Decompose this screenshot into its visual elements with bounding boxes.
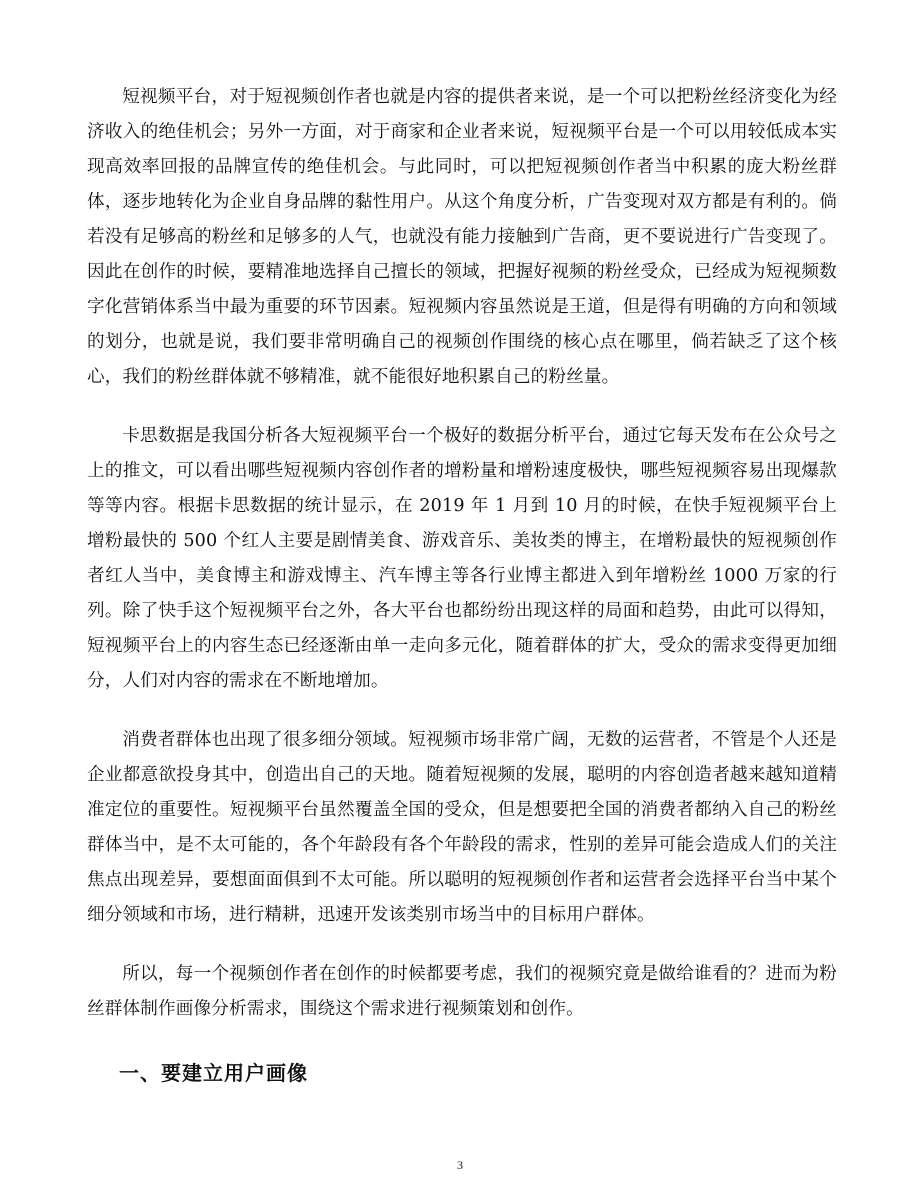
document-body [87,80,837,1091]
paragraph-conclusion: 所以，每一个视频创作者在创作的时候都要考虑，我们的视频究竟是做给谁看的？进而为粉丝群体制作画像分析需求，围绕这个需求进行视频策划和创作。 [87,964,837,1019]
section-heading: 一、要建立用户画像 [119,1061,308,1085]
paragraph-ad-monetization: 短视频平台，对于短视频创作者也就是内容的提供者来说，是一个可以把粉丝经济变化为经济收入的绝佳机会；另外一方面，对于商家和企业者来说，短视频平台是一个可以用较低成本实现高效率回报的品牌宣传的绝佳机会。与此同时，可以把短视频创作者当中积累的庞大粉丝群体，逐步地转化为企业自身品牌的黏性用户。从这个角度分析，广告变现对双方都是有利的。倘若没有足够高的粉丝和足够多的人气，也就没有能力接触到广告商，更不要说进行广告变现了。因此在创作的时候，要精准地选择自己擅长的领域，把握好视频的粉丝受众，已经成为短视频数字化营销体系当中最为重要的环节因素。短视频内容虽然说是王道，但是得有明确的方向和领域的划分，也就是说，我们要非常明确自己的视频创作围绕的核心点在哪里，倘若缺乏了这个核心，我们的粉丝群体就不够精准，就不能很好地积累自己的粉丝量。 [87,87,837,387]
page-number: 3 [457,1158,463,1172]
paragraph-consumer-segments: 消费者群体也出现了很多细分领域。短视频市场非常广阔，无数的运营者，不管是个人还是企业都意欲投身其中，创造出自己的天地。随着短视频的发展，聪明的内容创造者越来越知道精准定位的重要性。短视频平台虽然覆盖全国的受众，但是想要把全国的消费者都纳入自己的粉丝群体当中，是不太可能的，各个年龄段有各个年龄段的需求，性别的差异可能会造成人们的关注焦点出现差异，要想面面俱到不太可能。所以聪明的短视频创作者和运营者会选择平台当中某个细分领域和市场，进行精耕，迅速开发该类别市场当中的目标用户群体。 [87,730,837,925]
paragraph-kasi-data: 卡思数据是我国分析各大短视频平台一个极好的数据分析平台，通过它每天发布在公众号之上的推文，可以看出哪些短视频内容创作者的增粉量和增粉速度极快，哪些短视频容易出现爆款等等内容。根据卡思数据的统计显示，在 2019 年 1 月到 10 月的时候，在快手短视频平台上增粉最快的 500 个红人主要是剧情美食、游戏音乐、美妆类的博主，在增粉最快的短视频创作者红人当中，美食博主和游戏博主、汽车博主等各行业博主都进入到年增粉丝 1000 万家的行列。除了快手这个短视频平台之外，各大平台也都纷纷出现这样的局面和趋势，由此可以得知，短视频平台上的内容生态已经逐渐由单一走向多元化，随着群体的扩大，受众的需求变得更加细分，人们对内容的需求在不断地增加。 [87,426,837,691]
